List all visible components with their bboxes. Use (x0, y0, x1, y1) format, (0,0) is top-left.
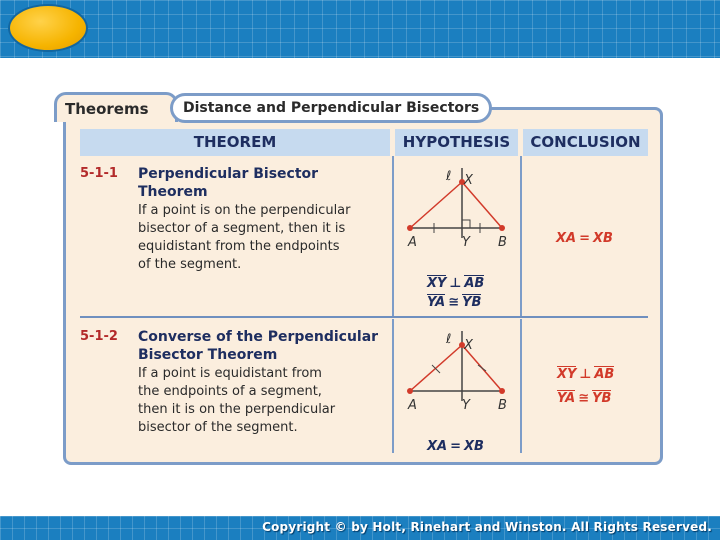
logo-oval (8, 4, 88, 52)
theorem-text: If a point is equidistant from the endpoints of a segment, then it is on the perpendicular bisector of the segment. (138, 366, 336, 435)
theorem-number: 5-1-1 (80, 166, 118, 181)
theorem-number: 5-1-2 (80, 329, 118, 344)
conclusion-statement: XA = XB (556, 231, 613, 246)
theorems-tab: Theorems (54, 92, 178, 122)
column-header-conclusion: CONCLUSION (523, 129, 648, 156)
hypothesis-statement: XY ⊥ AB (427, 276, 485, 291)
line-label: ℓ (446, 169, 452, 184)
point-label: A (408, 398, 417, 413)
point-label: Y (462, 398, 470, 413)
point-label: X (464, 338, 473, 353)
theorem-title: Perpendicular Bisector Theorem (138, 166, 319, 200)
theorem-title: Converse of the Perpendicular Bisector Theorem (138, 329, 379, 363)
converse-diagram (396, 323, 516, 423)
hypothesis-statement: XA = XB (427, 439, 484, 454)
top-banner (0, 0, 720, 58)
column-divider (520, 156, 522, 316)
bisector-diagram (396, 160, 516, 260)
theorem-text: If a point is on the perpendicular bisector of a segment, then it is equidistant from the endpoints of the segment. (138, 203, 351, 272)
point-label: Y (462, 235, 470, 250)
line-label: ℓ (446, 332, 452, 347)
card-title: Distance and Perpendicular Bisectors (170, 93, 492, 123)
bottom-banner (0, 516, 720, 540)
column-divider (392, 156, 394, 316)
point-label: A (408, 235, 417, 250)
row-divider (80, 316, 648, 318)
column-divider (392, 319, 394, 453)
column-header-theorem: THEOREM (80, 129, 390, 156)
point-label: B (498, 235, 507, 250)
conclusion-statement: YA ≅ YB (557, 391, 612, 406)
hypothesis-statement: YA ≅ YB (427, 295, 482, 310)
point-label: B (498, 398, 507, 413)
conclusion-statement: XY ⊥ AB (557, 367, 615, 382)
copyright-notice: Copyright © by Holt, Rinehart and Winston. All Rights Reserved. (262, 520, 712, 534)
point-label: X (464, 173, 473, 188)
column-header-hypothesis: HYPOTHESIS (395, 129, 518, 156)
column-divider (520, 319, 522, 453)
